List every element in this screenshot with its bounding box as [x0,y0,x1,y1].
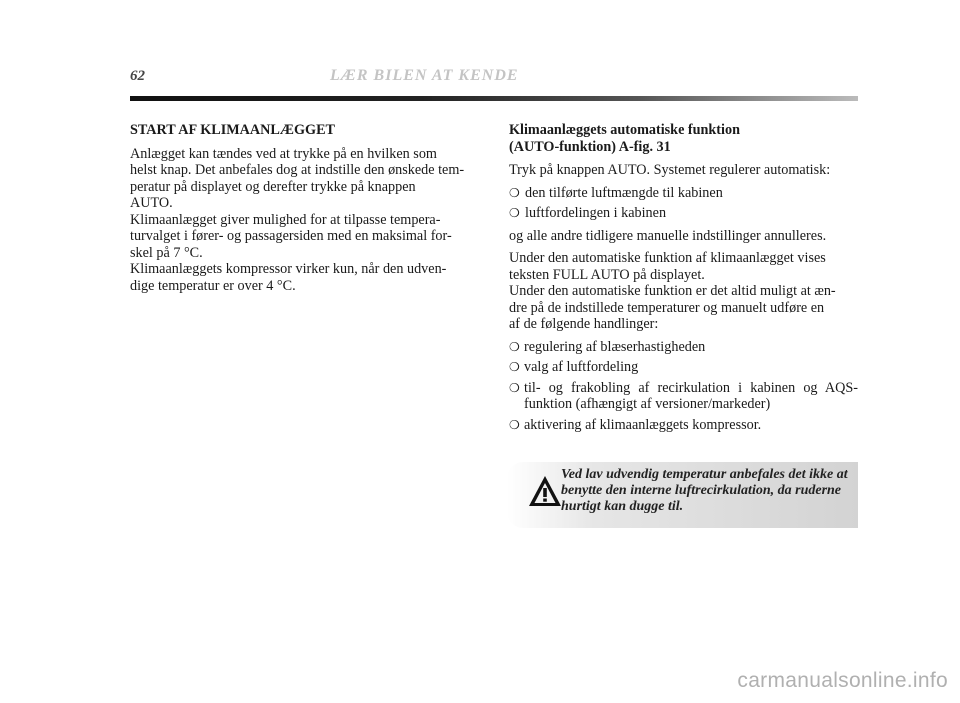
circle-bullet-icon: ❍ [509,185,520,200]
list-item [509,185,858,202]
list-item [509,359,858,376]
circle-bullet-icon: ❍ [509,339,520,354]
left-column [130,122,487,300]
text-line: Under den automatiske funktion af klimaanlægget vises [509,250,826,266]
list-item-text: til- og frakobling af recirkulation i kabinen og AQS-funktion (afhængigt af versioner/markeder) [524,379,858,412]
warning-triangle-icon [527,474,563,508]
list-item [509,339,858,356]
intro-paragraph [130,146,487,295]
text-line: dige temperatur er over 4 °C. [130,277,296,294]
text-line: turvalget i fører- og passagersiden med en maksimal for- [130,228,452,244]
list-item-text: regulering af blæserhastigheden [524,338,706,355]
cancel-text: og alle andre tidligere manuelle indstillinger annulleres. [509,227,827,244]
page-number: 62 [130,68,145,84]
circle-bullet-icon: ❍ [509,417,520,432]
manual-actions-list [509,339,858,434]
circle-bullet-icon: ❍ [509,206,520,220]
circle-bullet-icon: ❍ [509,360,520,374]
watermark: carmanualsonline.info [737,669,948,692]
list-item-text: luftfordelingen i kabinen [525,205,667,221]
text-line: skel på 7 °C. [130,244,203,261]
section-heading [509,122,858,155]
heading-line: Klimaanlæggets automatiske funktion [509,122,740,138]
header-rule [130,96,858,101]
display-paragraph [509,250,858,333]
list-item-text: den tilførte luftmængde til kabinen [525,184,723,201]
list-item-text: valg af luftfordeling [524,359,639,375]
text-line: teksten FULL AUTO på displayet. [509,266,705,283]
text-line: AUTO. [130,195,173,211]
text-line: peratur på displayet og derefter trykke på knappen [130,178,416,195]
text-line: dre på de indstillede temperaturer og manuelt udføre en [509,299,825,316]
right-column [509,122,858,439]
text-line: Anlægget kan tændes ved at trykke på en hvilken som [130,145,437,162]
warning-box [507,462,858,528]
text-line: af de følgende handlinger: [509,316,659,332]
intro-text: Tryk på knappen AUTO. Systemet regulerer automatisk: [509,162,831,178]
circle-bullet-icon: ❍ [509,380,520,395]
text-line: Klimaanlæggets kompressor virker kun, når den udven- [130,261,447,277]
auto-function-list [509,185,858,222]
page-header-title: LÆR BILEN AT KENDE [330,67,519,84]
list-item [509,417,858,434]
text-line: helst knap. Det anbefales dog at indstille den ønskede tem- [130,162,465,178]
text-line: Klimaanlægget giver mulighed for at tilpasse tempera- [130,211,441,228]
heading-line: (AUTO-funktion) A-fig. 31 [509,138,671,155]
list-item [509,205,858,222]
list-item-text: aktivering af klimaanlæggets kompressor. [524,416,762,433]
warning-text: Ved lav udvendig temperatur anbefales det ikke at benytte den interne luftrecirkulation, da ruderne hurtigt kan dugge til. [561,467,848,514]
list-item [509,380,858,413]
text-line: Under den automatiske funktion er det altid muligt at æn- [509,283,836,299]
section-heading: START AF KLIMAANLÆGGET [130,122,335,138]
